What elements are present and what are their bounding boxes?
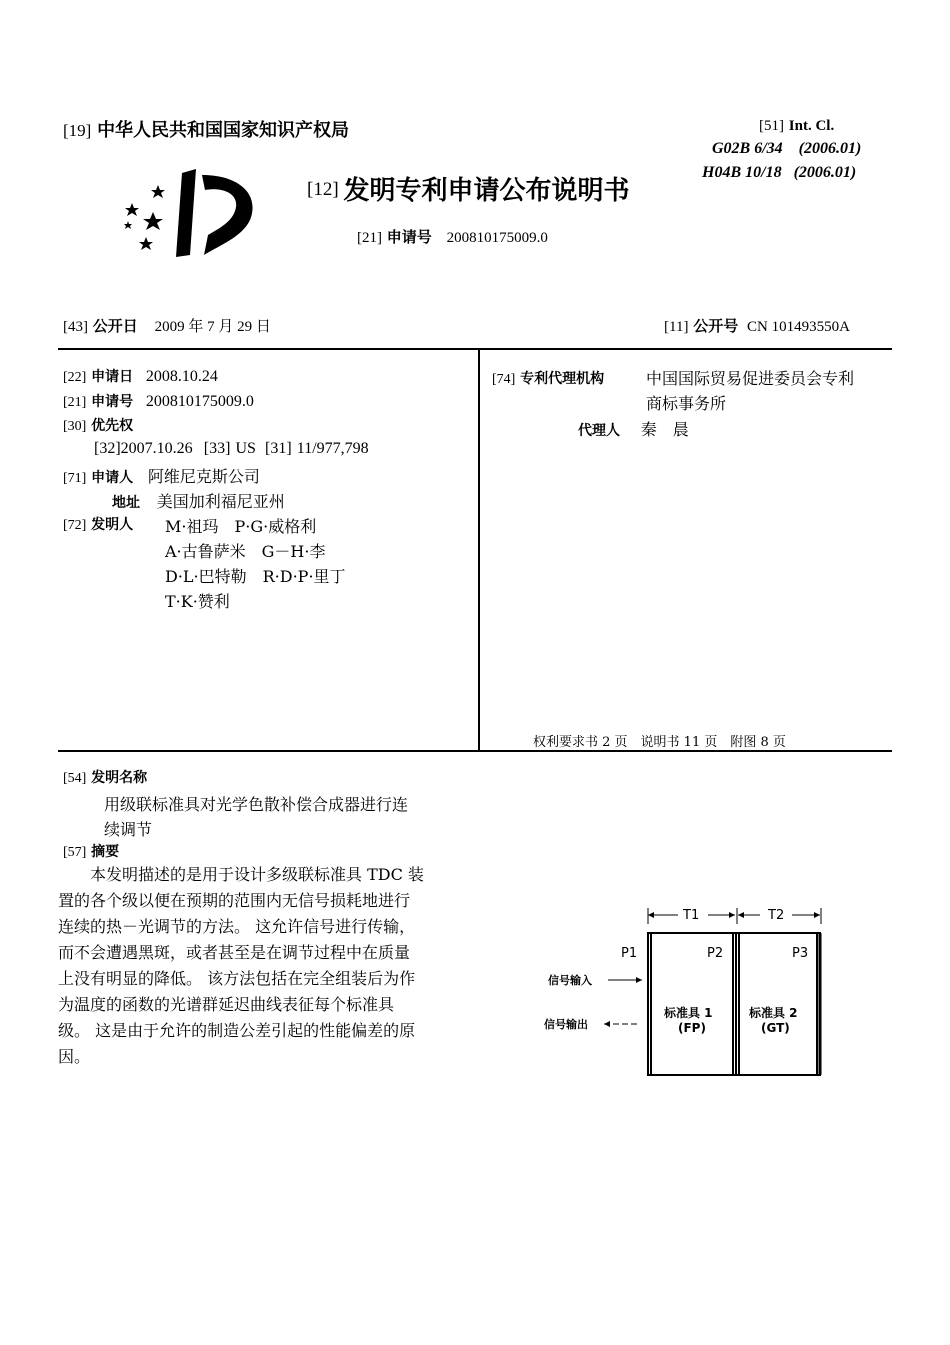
field-tag: [21]: [63, 395, 87, 410]
abstract-line: 上没有明显的降低。 该方法包括在完全组装后为作: [58, 969, 416, 988]
priority-detail-row: [94, 438, 369, 458]
address-row: [112, 489, 285, 512]
etalon-2-label: 标准具 2: [749, 1006, 798, 1020]
doc-type-line: [307, 170, 629, 207]
p1-label: P1: [621, 946, 638, 961]
pubdate-row: [63, 315, 271, 336]
abstract-line: 连续的热－光调节的方法。 这允许信号进行传输，: [58, 917, 416, 936]
abstract-line: 因。: [58, 1047, 91, 1066]
office-name: 中华人民共和国国家知识产权局: [97, 120, 350, 141]
logo-mark: [176, 169, 196, 257]
etalon-2-type: (GT): [761, 1021, 790, 1035]
field-label: 摘要: [91, 844, 120, 860]
ipc-entry: [702, 164, 856, 182]
etalon-figure: [520, 900, 840, 1085]
address-value: 美国加利福尼亚州: [156, 492, 285, 511]
pubno-value: CN 101493550A: [747, 319, 850, 335]
invention-title-line: 续调节: [104, 820, 153, 839]
agency-name-line: 中国国际贸易促进委员会专利: [646, 369, 855, 388]
abstract-line: 而不会遭遇黑斑，或者甚至是在调节过程中在质量: [58, 943, 411, 962]
field-tag: [54]: [63, 771, 87, 786]
ipc-code: G02B 6/34: [712, 140, 783, 157]
inventor-line: M·祖玛 P·G·威格利: [165, 517, 317, 536]
logo-star-3: [143, 212, 163, 230]
pubdate-tag: [43]: [63, 319, 88, 335]
abstract-heading: [63, 841, 119, 861]
p3-label: P3: [792, 946, 809, 961]
field-label: 申请日: [91, 369, 134, 385]
header-appno-tag: [21]: [357, 230, 382, 246]
agency-name-line: 商标事务所: [646, 394, 727, 413]
logo-star-2: [125, 203, 139, 216]
filing-date-row: [63, 366, 218, 386]
p2-label: P2: [707, 946, 724, 961]
doc-type-tag: [12]: [307, 179, 339, 200]
inventor-line: T·K·赞利: [165, 592, 230, 611]
filing-date-value: 2008.10.24: [145, 368, 218, 385]
field-tag: [72]: [63, 518, 87, 533]
field-label: 专利代理机构: [520, 371, 605, 387]
divider-bottom: [58, 750, 892, 752]
doc-type-title: 发明专利申请公布说明书: [343, 176, 630, 206]
priority-country: US: [235, 440, 256, 457]
logo-star-4: [139, 237, 153, 250]
field-tag: [74]: [492, 372, 516, 387]
abstract-line: 为温度的函数的光谱群延迟曲线表征每个标准具: [58, 995, 395, 1014]
ipc-entry: [712, 140, 861, 158]
field-label: 代理人: [578, 423, 620, 439]
pubno-row: [664, 315, 850, 336]
ipc-code: H04B 10/18: [702, 164, 782, 181]
field-tag: [33]: [203, 440, 231, 457]
office-line: [63, 116, 349, 142]
field-label: 申请人: [91, 470, 134, 486]
field-tag: [30]: [63, 419, 87, 434]
field-tag: [31]: [265, 440, 292, 457]
applicant-value: 阿维尼克斯公司: [147, 467, 260, 486]
intcl-header: [759, 116, 834, 135]
appno-value: 200810175009.0: [145, 393, 254, 410]
agent-row: [578, 417, 689, 440]
abstract-line: 置的各个级以便在预期的范围内无信号损耗地进行: [58, 891, 411, 910]
field-tag: [71]: [63, 471, 87, 486]
pubdate-label: 公开日: [92, 317, 138, 335]
etalon-1-label: 标准具 1: [664, 1006, 713, 1020]
logo-star-5: [124, 221, 132, 229]
field-label: 发明人: [91, 517, 134, 533]
abstract-line: 级。 这是由于允许的制造公差引起的性能偏差的原: [58, 1021, 416, 1040]
intcl-label: Int. Cl.: [788, 118, 835, 134]
office-tag: [19]: [63, 121, 92, 140]
agent-value: 秦 晨: [640, 420, 689, 439]
page-count: 权利要求书 2 页 说明书 11 页 附图 8 页: [533, 735, 786, 750]
field-tag: [22]: [63, 370, 87, 385]
field-label: 地址: [112, 495, 140, 511]
signal-out-label: 信号输出: [544, 1018, 588, 1031]
header-appno-value: 200810175009.0: [446, 230, 548, 246]
signal-in-label: 信号输入: [548, 974, 592, 987]
priority-row: [63, 415, 133, 435]
field-tag: [32]: [94, 440, 121, 457]
t1-label: T1: [683, 908, 700, 923]
agency-row: [492, 368, 604, 388]
field-label: 发明名称: [91, 770, 148, 786]
priority-date: 2007.10.26: [120, 440, 193, 457]
invention-title-line: 用级联标准具对光学色散补偿合成器进行连: [104, 795, 409, 814]
ipc-version: (2006.01): [798, 140, 862, 157]
ipc-version: (2006.01): [793, 164, 857, 181]
field-label: 优先权: [91, 418, 134, 434]
pubno-label: 公开号: [693, 317, 739, 335]
applicant-row: [63, 464, 260, 487]
field-tag: [57]: [63, 845, 87, 860]
logo-curve: [202, 175, 253, 255]
t2-label: T2: [768, 908, 785, 923]
divider-vertical: [478, 349, 480, 750]
abstract-line: 本发明描述的是用于设计多级联标准具 TDC 装: [58, 865, 424, 884]
intcl-tag: [51]: [759, 118, 784, 134]
logo-star-1: [151, 185, 165, 198]
header-appno-label: 申请号: [386, 228, 432, 246]
inventor-line: A·古鲁萨米 G－H·李: [165, 542, 326, 561]
title-heading: [63, 767, 147, 787]
abstract-body: [58, 862, 424, 1070]
divider-top: [58, 348, 892, 350]
cnipa-logo: [110, 165, 260, 260]
pubdate-value: 2009 年 7 月 29 日: [154, 319, 271, 335]
header-appno: [357, 226, 548, 247]
inventor-line: D·L·巴特勒 R·D·P·里丁: [165, 567, 346, 586]
field-label: 申请号: [91, 394, 134, 410]
pubno-tag: [11]: [664, 319, 689, 335]
etalon-1-type: (FP): [678, 1021, 706, 1035]
appno-row: [63, 391, 254, 411]
priority-number: 11/977,798: [296, 440, 369, 457]
inventor-row: [63, 514, 133, 534]
